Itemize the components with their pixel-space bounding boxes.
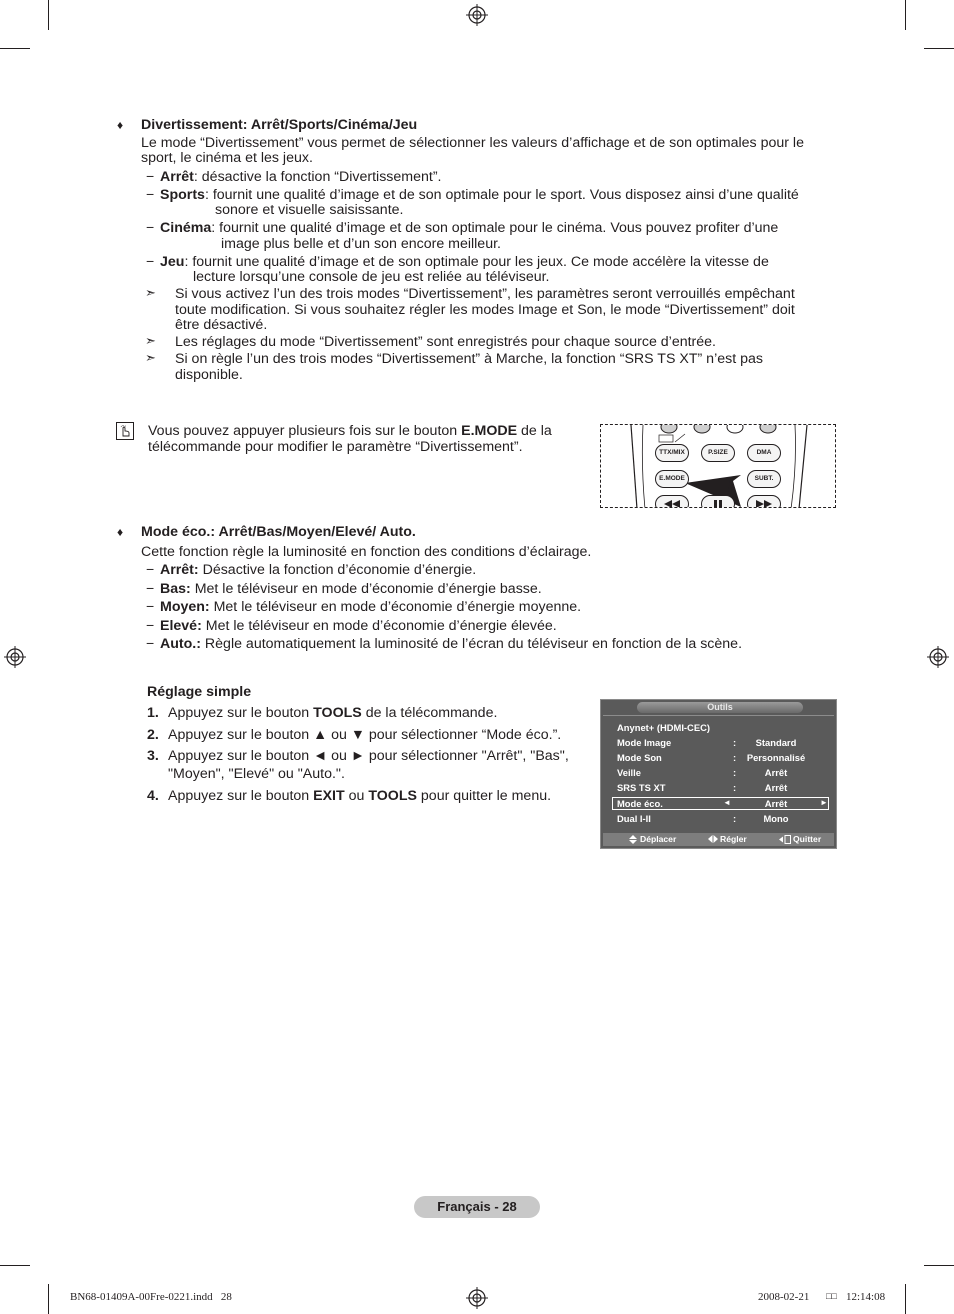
option-text: : fournit une qualité d’image et de son optimale pour le sport. Vous disposez ainsi d’une qualité	[204, 187, 799, 203]
option-text: : fournit une qualité d’image et de son optimale pour le cinéma. Vous pouvez profiter d’une	[211, 220, 779, 236]
option-label: Auto.:	[160, 636, 201, 652]
option-text: Met le téléviseur en mode d’économie d’énergie élevée.	[201, 618, 557, 634]
print-date: 2008-02-21	[758, 1291, 810, 1303]
crop-mark	[48, 0, 49, 30]
option-label: Bas:	[160, 581, 191, 597]
option-jeu	[160, 254, 769, 270]
remote-control-illustration	[600, 424, 836, 508]
osd-right-arrow-icon[interactable]: ►	[820, 798, 828, 807]
osd-colon: :	[733, 782, 737, 793]
step-text: "Moyen", "Elevé" ou "Auto.".	[168, 766, 345, 782]
exit-keyword: EXIT	[313, 788, 345, 804]
footer-exit-label: Quitter	[793, 834, 822, 844]
crop-mark	[905, 1284, 906, 1314]
osd-item-label[interactable]: Mode Son	[617, 752, 662, 763]
option-text: Met le téléviseur en mode d’économie d’énergie moyenne.	[209, 599, 582, 615]
step-text-part: de la télécommande.	[361, 705, 498, 721]
option-label: Arrêt	[160, 169, 194, 185]
option-text-cont: image plus belle et d’un son encore meilleur.	[221, 236, 501, 252]
osd-item-value: Arrêt	[764, 798, 788, 809]
step-text-part: Appuyez sur le bouton	[168, 705, 314, 721]
footer-adjust-label: Régler	[720, 834, 747, 844]
osd-separator	[603, 715, 834, 716]
osd-item-label[interactable]: Mode Image	[617, 737, 672, 748]
step-text-part: pour quitter le menu.	[416, 788, 552, 804]
note-arrow-icon: ➣	[145, 333, 156, 348]
step-number: 4.	[147, 788, 159, 804]
osd-item-value: Personnalisé	[746, 752, 806, 763]
osd-item-label[interactable]: SRS TS XT	[617, 782, 666, 793]
option-text: : fournit une qualité d’image et de son optimale pour les jeux. Ce mode accélère la vitesse de	[184, 254, 769, 270]
rewind-icon	[664, 500, 680, 508]
crop-mark	[0, 1265, 30, 1266]
crop-mark	[905, 0, 906, 30]
paragraph-line: Le mode “Divertissement” vous permet de sélectionner les valeurs d’affichage et de son optimales pour le	[141, 135, 804, 151]
option-text-cont: sonore et visuelle saisissante.	[215, 202, 404, 218]
osd-colon: :	[733, 752, 737, 763]
option-label: Sports	[160, 187, 205, 203]
eco-option	[160, 581, 542, 597]
step-number: 1.	[147, 705, 159, 721]
section-heading: Divertissement: Arrêt/Sports/Cinéma/Jeu	[141, 117, 418, 133]
eco-option	[160, 599, 581, 615]
emode-keyword: E.MODE	[461, 423, 518, 439]
osd-colon: :	[733, 813, 737, 824]
crop-mark	[48, 1284, 49, 1314]
osd-item-label[interactable]: Veille	[617, 767, 641, 778]
registration-mark-icon	[927, 646, 949, 668]
step-text-part: Appuyez sur le bouton	[168, 788, 314, 804]
subt-button: SUBT.	[747, 470, 781, 488]
ttx-mix-button: TTX/MIX	[655, 444, 689, 462]
print-glyphs: □□	[826, 1291, 837, 1301]
crop-mark	[924, 48, 954, 49]
print-time: 12:14:08	[846, 1291, 886, 1303]
footer-move-label: Déplacer	[640, 834, 677, 844]
section-heading: Mode éco.: Arrêt/Bas/Moyen/Elevé/ Auto.	[141, 524, 416, 540]
dash: −	[146, 561, 155, 577]
bullet: ♦	[117, 525, 124, 539]
dash: −	[146, 186, 155, 202]
note-line: disponible.	[175, 367, 243, 383]
note-line: toute modification. Si vous souhaitez régler les modes Image et Son, le mode “Divertissement” doit	[175, 302, 795, 318]
option-arret	[160, 169, 442, 185]
tip-hand-icon	[116, 422, 134, 440]
bullet: ♦	[117, 118, 124, 132]
note-line: être désactivé.	[175, 317, 268, 333]
option-text: Règle automatiquement la luminosité de l’écran du téléviseur en fonction de la scène.	[200, 636, 743, 652]
paragraph-line: Cette fonction règle la luminosité en fonction des conditions d’éclairage.	[141, 544, 592, 560]
option-sports	[160, 187, 799, 203]
dash: −	[146, 617, 155, 633]
option-text: : désactive la fonction “Divertissement”.	[193, 169, 442, 185]
up-down-icon	[629, 835, 637, 844]
option-label: Cinéma	[160, 220, 212, 236]
osd-left-arrow-icon[interactable]: ◄	[723, 798, 731, 807]
option-label: Moyen:	[160, 599, 210, 615]
dash: −	[146, 598, 155, 614]
registration-mark-icon	[4, 646, 26, 668]
osd-item-label[interactable]: Mode éco.	[617, 798, 663, 809]
dash: −	[146, 168, 155, 184]
p-size-button: P.SIZE	[701, 444, 735, 462]
note-arrow-icon: ➣	[145, 285, 156, 300]
step-text: Appuyez sur le bouton ▲ ou ▼ pour sélectionner “Mode éco.”.	[168, 727, 562, 743]
note-line: Les réglages du mode “Divertissement” sont enregistrés pour chaque source d’entrée.	[175, 334, 716, 350]
print-file-info: BN68-01409A-00Fre-0221.indd 28	[70, 1291, 232, 1303]
simple-heading: Réglage simple	[147, 684, 252, 700]
eco-option	[160, 562, 476, 578]
dash: −	[146, 219, 155, 235]
option-label: Arrêt:	[160, 562, 199, 578]
pause-button	[701, 495, 735, 508]
note-line: Si vous activez l’un des trois modes “Divertissement”, les paramètres seront verrouillés empêchant	[175, 286, 795, 302]
osd-item-label[interactable]: Dual I-II	[617, 813, 651, 824]
option-cinema	[160, 220, 778, 236]
osd-footer	[603, 833, 834, 846]
registration-mark-icon	[466, 1287, 488, 1309]
osd-item-label[interactable]: Anynet+ (HDMI-CEC)	[617, 722, 710, 733]
dma-button: DMA	[747, 444, 781, 462]
eco-option	[160, 636, 742, 652]
fast-forward-button	[747, 495, 781, 508]
tip-line	[148, 423, 552, 439]
crop-mark	[0, 48, 30, 49]
registration-mark-icon	[466, 4, 488, 26]
tip-text-part: Vous pouvez appuyer plusieurs fois sur le bouton	[148, 423, 462, 439]
paragraph-line: sport, le cinéma et les jeux.	[141, 150, 313, 166]
dash: −	[146, 580, 155, 596]
eco-option	[160, 618, 557, 634]
osd-colon: :	[733, 737, 737, 748]
tools-keyword: TOOLS	[313, 705, 362, 721]
osd-item-value: Arrêt	[764, 782, 788, 793]
option-text-cont: lecture lorsqu’une console de jeu est reliée au téléviseur.	[193, 269, 550, 285]
step-text	[168, 705, 497, 721]
note-arrow-icon: ➣	[145, 350, 156, 365]
tools-keyword: TOOLS	[368, 788, 417, 804]
option-label: Jeu	[160, 254, 185, 270]
option-text: Désactive la fonction d’économie d’énergie.	[198, 562, 477, 578]
tip-line: télécommande pour modifier le paramètre “Divertissement”.	[148, 439, 523, 455]
osd-item-value: Standard	[755, 737, 797, 748]
osd-colon: :	[733, 767, 737, 778]
note-line: Si on règle l’un des trois modes “Divertissement” à Marche, la fonction “SRS TS XT” n’est pas	[175, 351, 763, 367]
step-number: 3.	[147, 748, 159, 764]
fast-forward-icon	[756, 500, 772, 508]
pause-icon	[714, 500, 722, 508]
option-text: Met le téléviseur en mode d’économie d’énergie basse.	[190, 581, 542, 597]
step-text: Appuyez sur le bouton ◄ ou ► pour sélectionner "Arrêt", "Bas",	[168, 748, 569, 764]
exit-icon	[779, 835, 791, 844]
rewind-button	[655, 495, 689, 508]
crop-mark	[924, 1265, 954, 1266]
dash: −	[146, 253, 155, 269]
osd-item-value: Mono	[763, 813, 789, 824]
osd-title: Outils	[637, 702, 803, 713]
left-right-icon	[708, 835, 718, 843]
e-mode-button: E.MODE	[655, 470, 689, 488]
osd-item-value: Arrêt	[764, 767, 788, 778]
tip-text-part: de la	[517, 423, 552, 439]
osd-tools-menu	[600, 699, 837, 849]
step-text-part: ou	[344, 788, 369, 804]
step-text	[168, 788, 551, 804]
dash: −	[146, 635, 155, 651]
page-number-badge: Français - 28	[414, 1196, 540, 1218]
step-number: 2.	[147, 727, 159, 743]
option-label: Elevé:	[160, 618, 202, 634]
